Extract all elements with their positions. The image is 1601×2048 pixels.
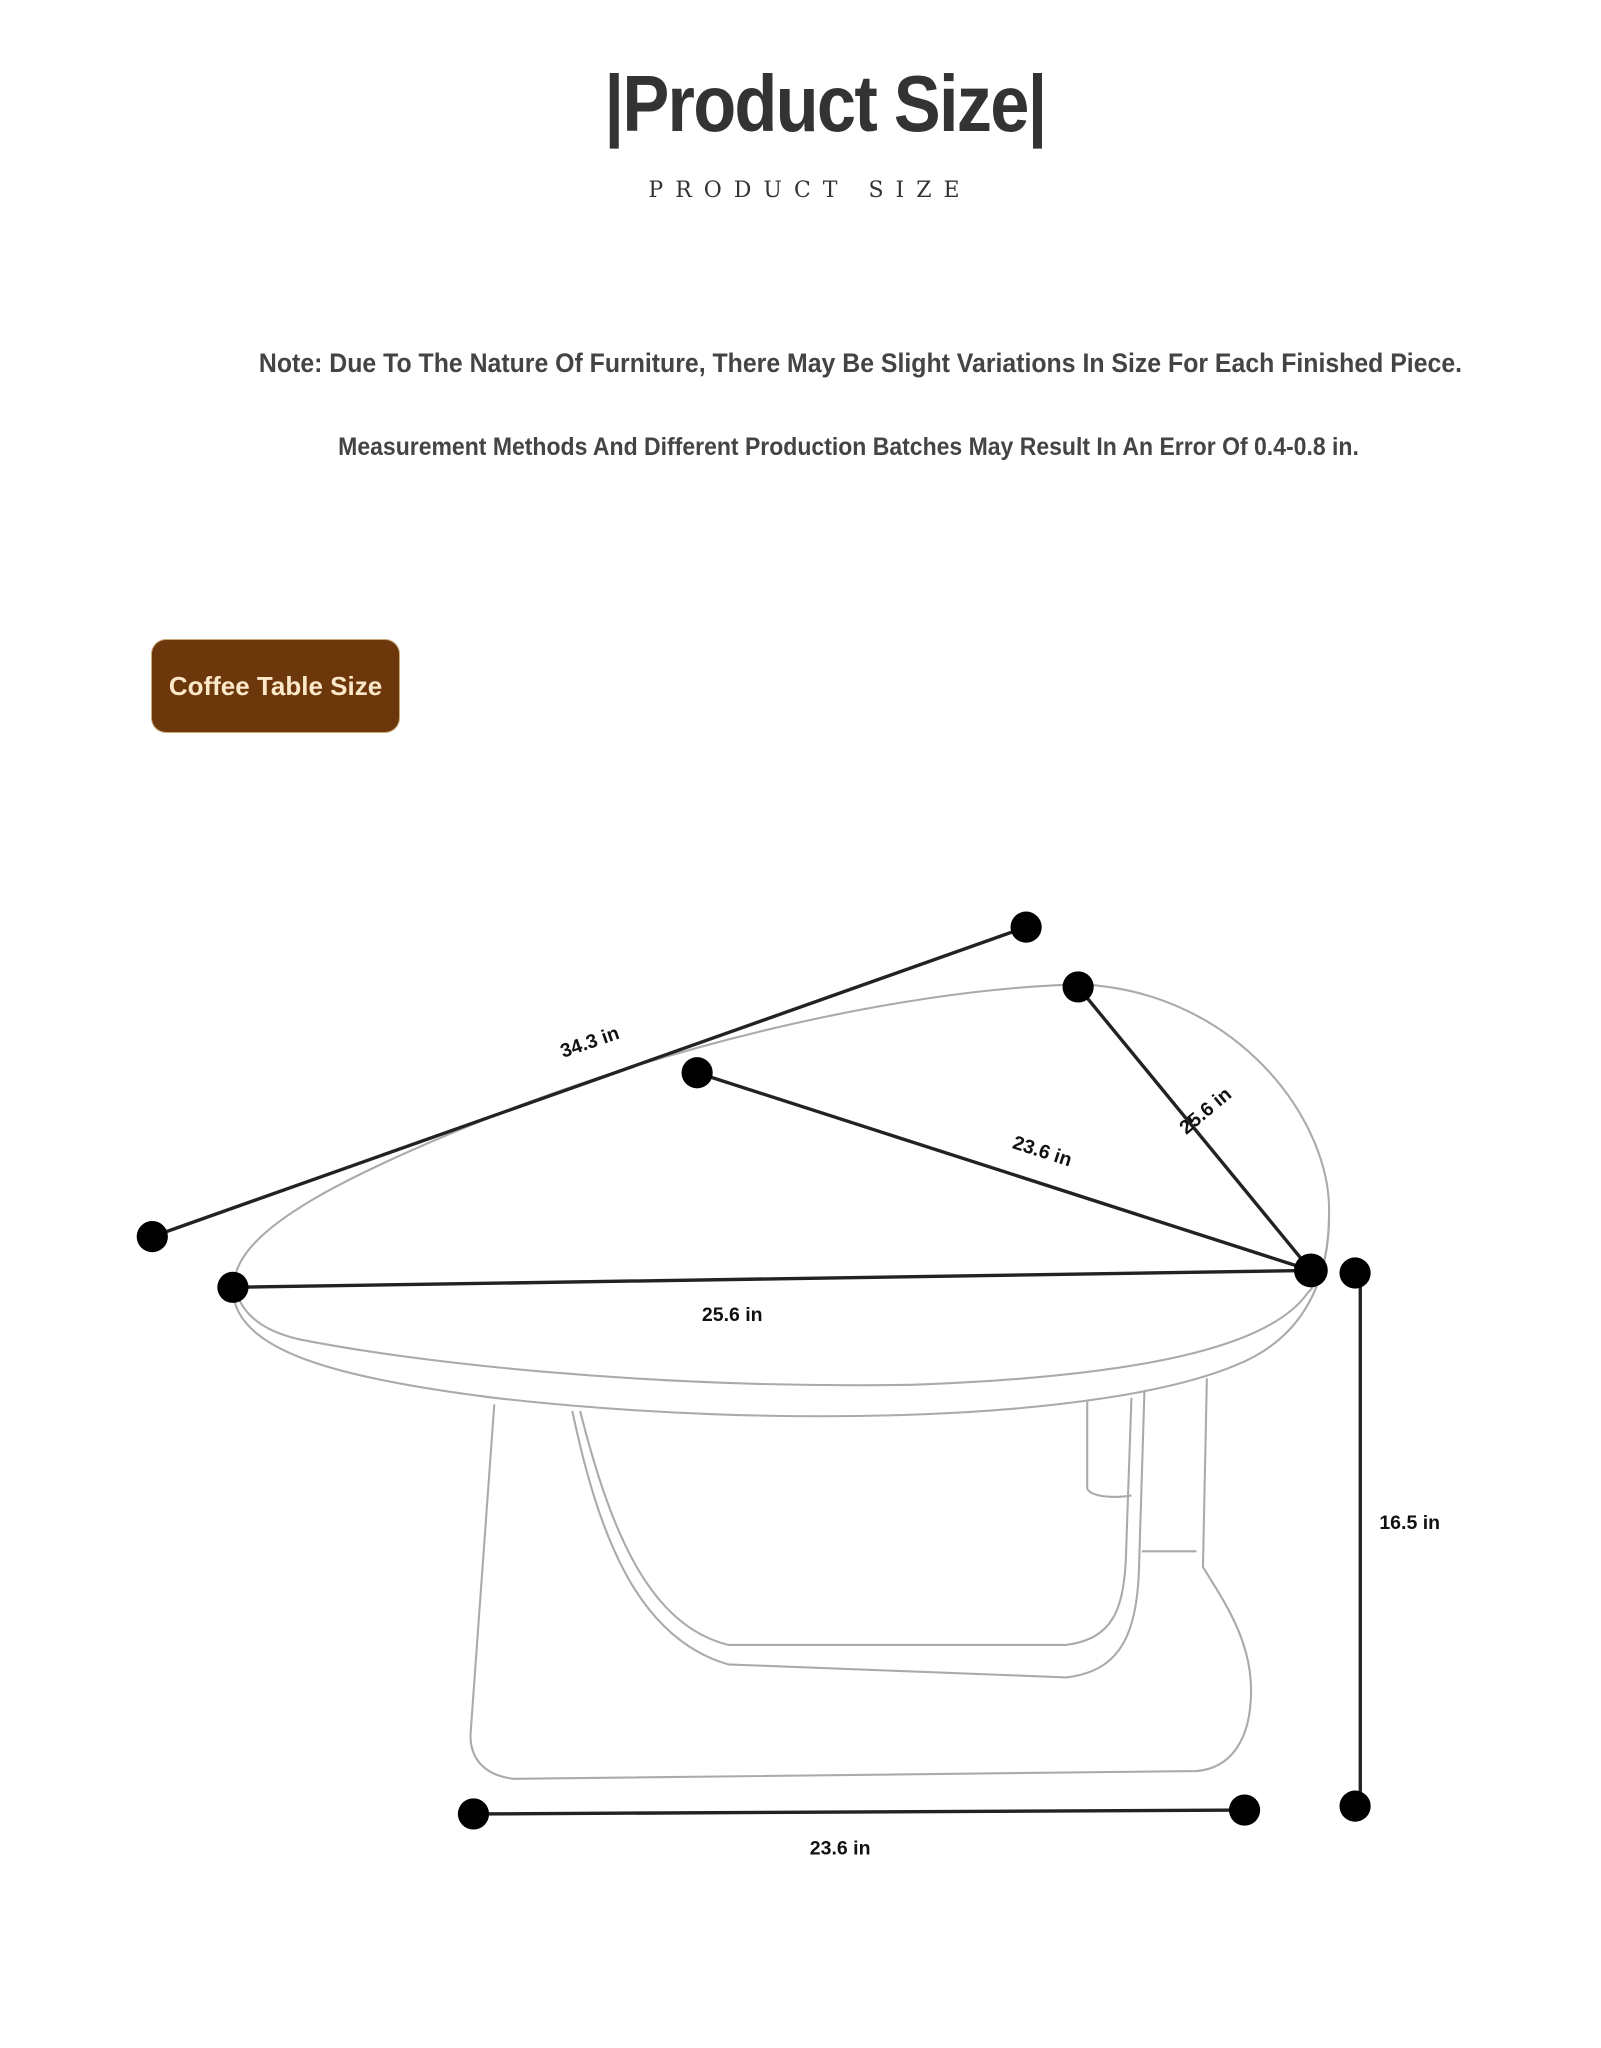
label-short-side: 25.6 in (1175, 1083, 1236, 1140)
label-width: 25.6 in (701, 1304, 763, 1327)
endpoint-dot (458, 1798, 489, 1829)
width-line (233, 1270, 1311, 1287)
endpoint-dot (1339, 1791, 1370, 1822)
page-subtitle: PRODUCT SIZE (648, 178, 972, 203)
endpoint-dot (1339, 1257, 1370, 1288)
diagonal-length-line (152, 927, 1026, 1236)
endpoint-dot (682, 1057, 713, 1088)
label-base-width: 23.6 in (809, 1837, 871, 1860)
note-error: Measurement Methods And Different Production Batches May Result In An Error Of 0.4-0.8 in. (338, 433, 1359, 461)
label-height: 16.5 in (1379, 1512, 1441, 1535)
coffee-table-size-button[interactable]: Coffee Table Size (152, 640, 399, 732)
note-variation: Note: Due To The Nature Of Furniture, There May Be Slight Variations In Size For Each Finished Piece. (258, 348, 1463, 378)
endpoint-dot (217, 1272, 248, 1303)
label-inner-span: 23.6 in (1009, 1131, 1075, 1172)
page-title: |Product Size| (604, 59, 1046, 148)
dimension-labels (558, 1022, 1440, 1859)
endpoint-dot (137, 1221, 168, 1252)
endpoint-dot (1229, 1794, 1260, 1825)
endpoint-dot (1294, 1254, 1328, 1288)
base-width-line (473, 1810, 1244, 1814)
endpoint-dot (1063, 971, 1094, 1002)
dimension-lines (137, 912, 1371, 1830)
label-diagonal-length: 34.3 in (557, 1022, 623, 1063)
endpoint-dot (1011, 912, 1042, 943)
table-outline (234, 984, 1329, 1778)
